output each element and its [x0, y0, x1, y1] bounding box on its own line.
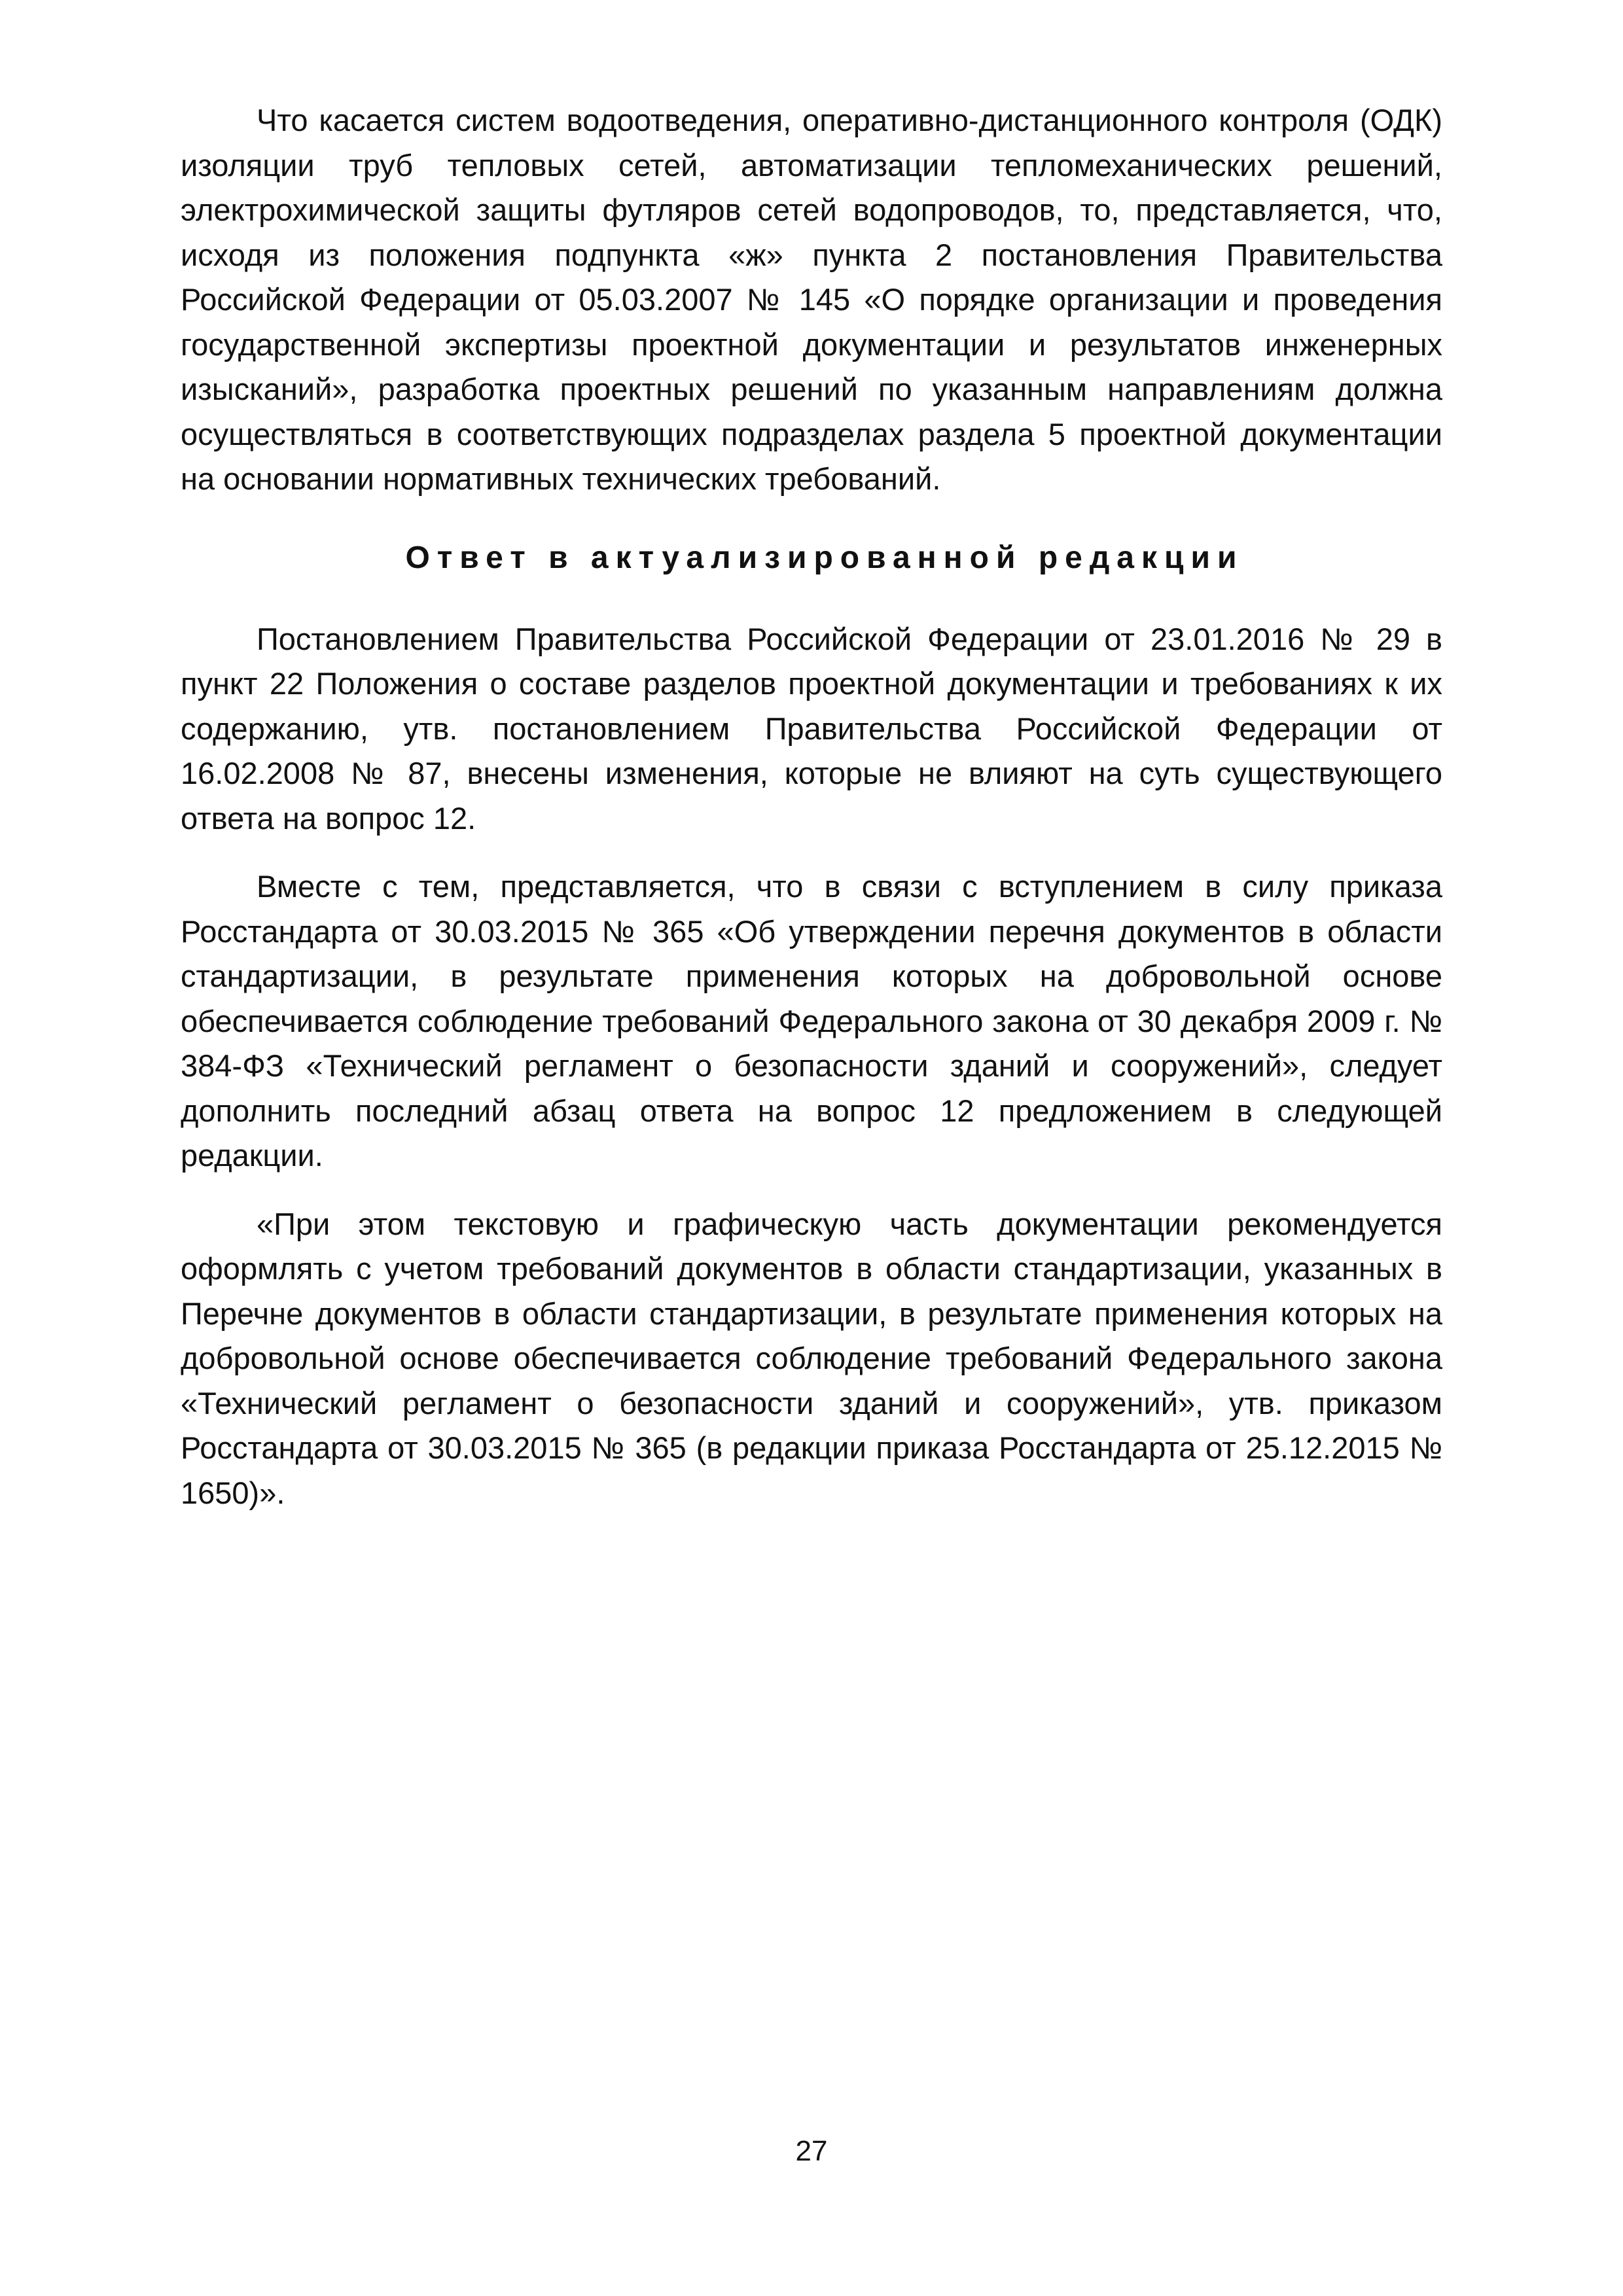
document-page [181, 98, 1442, 1515]
paragraph-rosstandart: Вместе с тем, представляется, что в связи с вступлением в силу приказа Росстандарта от 30.03.2015 № 365 «Об утверждении перечня документов в области стандартизации, в результате применения которых на добровольной основе обеспечивается соблюдение требований Федерального закона от 30 декабря 2009 г. № 384-ФЗ «Технический регламент о безопасности зданий и сооружений», следует дополнить последний абзац ответа на вопрос 12 предложением в следующей редакции. [181, 869, 1442, 1173]
page-number: 27 [795, 2135, 828, 2167]
intro-paragraph: Что касается систем водоотведения, оперативно-дистанционного контроля (ОДК) изоляции труб тепловых сетей, автоматизации тепломеханических решений, электрохимической защиты футляров сетей водопроводов, то, представляется, что, исходя из положения подпункта «ж» пункта 2 постановления Правительства Российской Федерации от 05.03.2007 № 145 «О порядке организации и проведения государственной экспертизы проектной документации и результатов инженерных изысканий», разработка проектных решений по указанным направлениям должна осуществляться в соответствующих подразделах раздела 5 проектной документации на основании нормативных технических требований. [181, 103, 1442, 496]
paragraph-quoted-addition: «При этом текстовую и графическую часть документации рекомендуется оформлять с учетом требований документов в области стандартизации, указанных в Перечне документов в области стандартизации, в результате применения которых на добровольной основе обеспечивается соблюдение требований Федерального закона «Технический регламент о безопасности зданий и сооружений», утв. приказом Росстандарта от 30.03.2015 № 365 (в редакции приказа Росстандарта от 25.12.2015 № 1650)». [181, 1206, 1442, 1510]
paragraph-amendment: Постановлением Правительства Российской Федерации от 23.01.2016 № 29 в пункт 22 Положения о составе разделов проектной документации и требованиях к их содержанию, утв. постановлением Правительства Российской Федерации от 16.02.2008 № 87, внесены изменения, которые не влияют на суть существующего ответа на вопрос 12. [181, 621, 1442, 836]
section-heading: Ответ в актуализированной редакции [405, 540, 1244, 575]
